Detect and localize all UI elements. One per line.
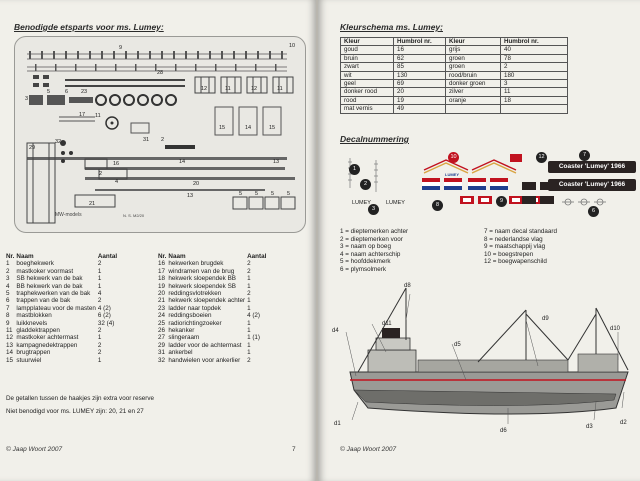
parts-row — [158, 268, 268, 275]
part-quantity: 2 — [247, 267, 251, 275]
part-number: 32 — [158, 356, 166, 364]
etched-parts-drawing — [15, 37, 305, 232]
color-name: wit — [341, 71, 394, 79]
reserve-note: De getallen tussen de haakjes zijn extra voor reserve — [6, 395, 155, 402]
part-number: 29 — [158, 341, 166, 349]
part-quantity: 2 — [247, 356, 251, 364]
humbrol-number: 69 — [394, 80, 446, 88]
plate-label: 15 — [269, 125, 276, 131]
color-name: goud — [341, 46, 394, 54]
color-row — [341, 88, 568, 96]
ship-hull-drawing — [328, 280, 640, 440]
plate-maker: MW-models — [55, 212, 82, 218]
color-name: rood/bruin — [446, 71, 501, 79]
plate-label: 32 — [55, 139, 62, 145]
ship-label-d1: d1 — [334, 421, 341, 427]
humbrol-number: 20 — [394, 88, 446, 96]
plate-label: 2 — [99, 171, 103, 177]
part-quantity: 2 — [97, 327, 102, 335]
plate-label: 3 — [25, 96, 29, 102]
decal-number-10: 10 — [448, 152, 459, 163]
decal-legend-item: 7 = naam decal standaard — [484, 228, 557, 235]
part-number: 16 — [158, 260, 166, 268]
color-name: zwart — [341, 63, 394, 71]
color-row — [341, 54, 568, 62]
decal-sheet — [336, 148, 636, 223]
plate-label: 31 — [143, 137, 150, 143]
ship-label-d4: d4 — [332, 328, 339, 334]
part-number: 3 — [6, 275, 10, 283]
part-quantity: 1 — [247, 297, 251, 305]
plate-label: 5 — [287, 191, 291, 197]
decal-legend-item: 6 = plymsolmerk — [340, 265, 387, 273]
plate-label: 11 — [225, 86, 231, 92]
parts-row — [158, 327, 268, 334]
color-name: groen — [446, 63, 501, 71]
color-name: donker rood — [341, 88, 394, 96]
plate-label: 6 — [65, 89, 69, 95]
humbrol-number: 16 — [394, 46, 446, 54]
humbrol-number: 11 — [501, 88, 568, 96]
ship-label-d8: d8 — [404, 283, 411, 289]
decal-number-6: 6 — [588, 206, 599, 217]
plate-label: 13 — [273, 159, 280, 165]
part-quantity: 1 — [247, 282, 251, 290]
plate-label: 13 — [187, 193, 194, 199]
color-name — [446, 105, 501, 113]
parts-row — [6, 320, 119, 327]
parts-row — [158, 283, 268, 290]
part-name: ankerbel — [168, 349, 193, 357]
parts-row — [158, 320, 268, 327]
col-nr: Nr. — [6, 253, 15, 260]
plate-label: 14 — [245, 125, 252, 131]
color-table — [340, 37, 568, 114]
col-naam: Naam — [16, 253, 34, 260]
part-quantity: 4 (2) — [247, 312, 261, 320]
parts-row — [158, 342, 268, 349]
part-name: lampplateau voor de masten — [16, 304, 96, 312]
parts-row — [6, 260, 119, 267]
ship-drawing — [328, 280, 640, 440]
part-number: 26 — [158, 327, 166, 335]
part-quantity: 4 (2) — [97, 304, 111, 312]
part-name: luikknevels — [16, 319, 48, 327]
parts-row — [6, 305, 119, 312]
decal-number-2: 2 — [360, 179, 371, 190]
part-name: hekwerk sloependek SB — [168, 282, 236, 290]
part-name: stuurwiel — [16, 356, 42, 364]
parts-row — [158, 357, 268, 364]
parts-row — [6, 275, 119, 282]
parts-table-2 — [158, 253, 268, 364]
color-row — [341, 96, 568, 104]
decal-legend-item: 5 = hoofddekmerk — [340, 258, 391, 266]
color-row — [341, 63, 568, 71]
decal-lumey-flag: LUMEY — [445, 172, 459, 177]
col-nr: Nr. — [158, 253, 167, 260]
plate-label: 11 — [95, 113, 101, 119]
plate-label: 21 — [89, 201, 96, 207]
decal-number-1: 1 — [349, 164, 360, 175]
ship-label-d9: d9 — [542, 316, 549, 322]
parts-row — [6, 334, 119, 341]
part-name: handwielen voor ankerlier — [168, 356, 241, 364]
part-number: 25 — [158, 319, 166, 327]
right-page — [318, 0, 640, 481]
part-quantity: 32 (4) — [97, 319, 115, 327]
humbrol-number: 2 — [501, 63, 568, 71]
part-number: 17 — [158, 267, 166, 275]
color-row — [341, 105, 568, 113]
col-humbrol: Humbrol nr. — [501, 38, 568, 46]
col-humbrol: Humbrol nr. — [394, 38, 446, 46]
part-name: slingeraam — [168, 334, 200, 342]
part-number: 2 — [6, 267, 10, 275]
ship-label-d6: d6 — [500, 428, 507, 434]
decal-number-8: 8 — [432, 200, 443, 211]
decal-coaster-label-1: Coaster 'Lumey' 1966 — [548, 161, 636, 173]
part-number: 7 — [6, 304, 10, 312]
humbrol-number: 130 — [394, 71, 446, 79]
part-name: reddingsvlotrekken — [168, 290, 222, 298]
humbrol-number: 3 — [501, 80, 568, 88]
left-footer: © Jaap Woort 2007 — [6, 446, 63, 453]
color-row — [341, 80, 568, 88]
decal-legend-2 — [484, 228, 557, 266]
plate-label: 20 — [193, 181, 200, 187]
ship-label-d2: d2 — [620, 420, 627, 426]
humbrol-number: 18 — [501, 96, 568, 104]
part-number: 12 — [6, 334, 14, 342]
part-name: kampagnedektrappen — [16, 341, 78, 349]
color-name: oranje — [446, 96, 501, 104]
humbrol-number: 62 — [394, 54, 446, 62]
plate-label: 4 — [115, 179, 119, 185]
plate-label: 16 — [113, 161, 120, 167]
part-name: ladder naar topdek — [168, 304, 221, 312]
color-name: grijs — [446, 46, 501, 54]
decal-legend-item: 3 = naam op boeg — [340, 243, 391, 251]
plate-label: 29 — [29, 145, 36, 151]
part-number: 23 — [158, 304, 166, 312]
part-name: traphekwerken van de bak — [16, 290, 91, 298]
plate-label: 23 — [81, 89, 88, 95]
part-quantity: 2 — [247, 260, 251, 268]
color-name: geel — [341, 80, 394, 88]
ship-label-d10: d10 — [610, 326, 621, 332]
col-naam: Naam — [168, 253, 186, 260]
part-name: BB hekwerk van de bak — [16, 282, 83, 290]
parts-table-1 — [6, 253, 119, 364]
parts-row — [6, 342, 119, 349]
part-name: trappen van de bak — [16, 297, 71, 305]
part-number: 4 — [6, 282, 10, 290]
not-needed-note: Niet benodigd voor ms. LUMEY zijn: 20, 21 en 27 — [6, 408, 144, 415]
parts-row — [158, 275, 268, 282]
parts-table-1-body — [6, 260, 119, 364]
decal-number-12: 12 — [536, 152, 547, 163]
col-aantal: Aantal — [97, 253, 118, 260]
part-name: mastkoker voormast — [16, 267, 74, 275]
part-quantity: 1 — [247, 341, 251, 349]
decal-legend-1 — [340, 228, 408, 274]
part-name: mastkoker achtermast — [16, 334, 79, 342]
decal-title: Decalnummering — [340, 134, 409, 144]
part-name: hekwerk sloependek BB — [168, 275, 236, 283]
etched-fret-plate — [14, 36, 306, 233]
decal-number-9: 9 — [496, 196, 507, 207]
part-name: hekwerken brugdek — [168, 260, 224, 268]
part-quantity: 4 — [97, 290, 102, 298]
part-quantity: 1 — [97, 282, 102, 290]
decal-legend-item: 1 = dieptemerken achter — [340, 228, 409, 235]
ship-label-d5: d5 — [454, 342, 461, 348]
part-number: 5 — [6, 290, 10, 298]
plate-label: 2 — [161, 137, 165, 143]
etsparts-title: Benodigde etsparts voor ms. Lumey: — [14, 22, 164, 32]
plate-label: 5 — [271, 191, 275, 197]
part-name: gladdektrappen — [16, 327, 60, 335]
left-page — [0, 0, 316, 481]
col-aantal: Aantal — [247, 253, 267, 260]
plate-label: 12 — [201, 86, 208, 92]
plate-label: 15 — [219, 125, 226, 131]
decal-number-3: 3 — [368, 204, 379, 215]
plate-label: 5 — [239, 191, 243, 197]
parts-row — [158, 305, 268, 312]
part-name: brugtrappen — [16, 349, 51, 357]
parts-row — [6, 357, 119, 364]
humbrol-number — [501, 105, 568, 113]
part-name: hekwerk sloependek achter — [168, 297, 246, 305]
part-quantity: 6 (2) — [97, 312, 111, 320]
parts-row — [6, 268, 119, 275]
part-quantity: 2 — [247, 290, 251, 298]
plate-label: 5 — [47, 89, 51, 95]
part-number: 9 — [6, 319, 10, 327]
part-name: reddingsboeien — [168, 312, 212, 320]
color-name: mat vernis — [341, 105, 394, 113]
part-number: 6 — [6, 297, 10, 305]
col-kleur: Kleur — [341, 38, 394, 46]
humbrol-number: 49 — [394, 105, 446, 113]
part-number: 8 — [6, 312, 10, 320]
part-number: 11 — [6, 327, 13, 335]
humbrol-number: 78 — [501, 54, 568, 62]
part-number: 19 — [158, 282, 166, 290]
part-quantity: 1 — [247, 319, 251, 327]
part-number: 24 — [158, 312, 166, 320]
color-name: rood — [341, 96, 394, 104]
parts-row — [6, 312, 119, 319]
part-name: windramen van de brug — [168, 267, 235, 275]
color-name: bruin — [341, 54, 394, 62]
ship-label-d3: d3 — [586, 424, 593, 430]
decal-coaster-label-2: Coaster 'Lumey' 1966 — [548, 179, 636, 191]
plate-label: 9 — [119, 45, 123, 51]
part-quantity: 2 — [97, 260, 102, 268]
plate-label: 12 — [251, 86, 258, 92]
parts-row — [158, 297, 268, 304]
decal-legend-item: 9 = maatschappij vlag — [484, 243, 546, 251]
kleurschema-title: Kleurschema ms. Lumey; — [340, 22, 443, 32]
color-name: donker groen — [446, 80, 501, 88]
humbrol-number: 40 — [501, 46, 568, 54]
part-quantity: 1 (1) — [247, 334, 261, 342]
humbrol-number: 19 — [394, 96, 446, 104]
plate-label: 10 — [289, 43, 296, 49]
decal-legend-item: 8 = nederlandse vlag — [484, 235, 543, 243]
part-name: radiorichtingzoeker — [168, 319, 222, 327]
parts-row — [6, 349, 119, 356]
decal-legend-item: 4 = naam achterschip — [340, 250, 401, 258]
part-quantity: 1 — [97, 275, 102, 283]
part-number: 31 — [158, 349, 166, 357]
plate-label: 17 — [79, 112, 86, 118]
ship-label-d11: d11 — [382, 321, 392, 327]
parts-row — [6, 290, 119, 297]
plate-label: 28 — [157, 70, 164, 76]
page-number: 7 — [292, 446, 296, 453]
decal-lumey-small-2: LUMEY — [386, 200, 405, 206]
parts-row — [6, 327, 119, 334]
plate-label: 11 — [277, 86, 283, 92]
part-name: mastblokken — [16, 312, 52, 320]
part-name: boeghekwerk — [16, 260, 54, 268]
part-name: ladder voor de achtermast — [168, 341, 242, 349]
color-row — [341, 71, 568, 79]
part-quantity: 1 — [247, 275, 251, 283]
color-table-body — [341, 46, 568, 113]
humbrol-number: 85 — [394, 63, 446, 71]
decal-legend-item: 12 = boegwapenschild — [484, 258, 547, 266]
part-quantity: 2 — [97, 341, 102, 349]
part-quantity: 2 — [97, 297, 102, 305]
part-number: 21 — [158, 297, 166, 305]
part-quantity: 1 — [247, 349, 251, 357]
parts-row — [158, 260, 268, 267]
decal-number-7: 7 — [579, 150, 590, 161]
parts-row — [158, 334, 268, 341]
decal-legend-item: 10 = boegstrepen — [484, 250, 534, 258]
color-name: zilver — [446, 88, 501, 96]
plate-label: 14 — [179, 159, 186, 165]
part-number: 13 — [6, 341, 14, 349]
part-number: 1 — [6, 260, 10, 268]
part-name: SB hekwerk van de bak — [16, 275, 83, 283]
parts-row — [158, 290, 268, 297]
color-name: groen — [446, 54, 501, 62]
col-kleur: Kleur — [446, 38, 501, 46]
parts-row — [158, 312, 268, 319]
part-number: 18 — [158, 275, 166, 283]
plate-code: N. S. M2/20 — [123, 213, 145, 218]
humbrol-number: 180 — [501, 71, 568, 79]
parts-table-2-body — [158, 260, 268, 364]
part-quantity: 1 — [97, 267, 102, 275]
part-number: 27 — [158, 334, 166, 342]
right-footer: © Jaap Woort 2007 — [340, 446, 397, 453]
parts-row — [6, 297, 119, 304]
part-quantity: 1 — [97, 334, 102, 342]
plate-label: 5 — [255, 191, 259, 197]
part-quantity: 1 — [247, 304, 251, 312]
part-name: hekanker — [168, 327, 195, 335]
parts-row — [6, 283, 119, 290]
part-number: 15 — [6, 356, 14, 364]
part-quantity: 2 — [97, 349, 102, 357]
color-row — [341, 46, 568, 54]
part-number: 20 — [158, 290, 166, 298]
decal-legend-item: 2 = dieptemerken voor — [340, 235, 403, 243]
part-quantity: 1 — [247, 327, 251, 335]
parts-row — [158, 349, 268, 356]
part-quantity: 1 — [97, 356, 102, 364]
part-number: 14 — [6, 349, 14, 357]
decal-lumey-small: LUMEY — [352, 200, 371, 206]
